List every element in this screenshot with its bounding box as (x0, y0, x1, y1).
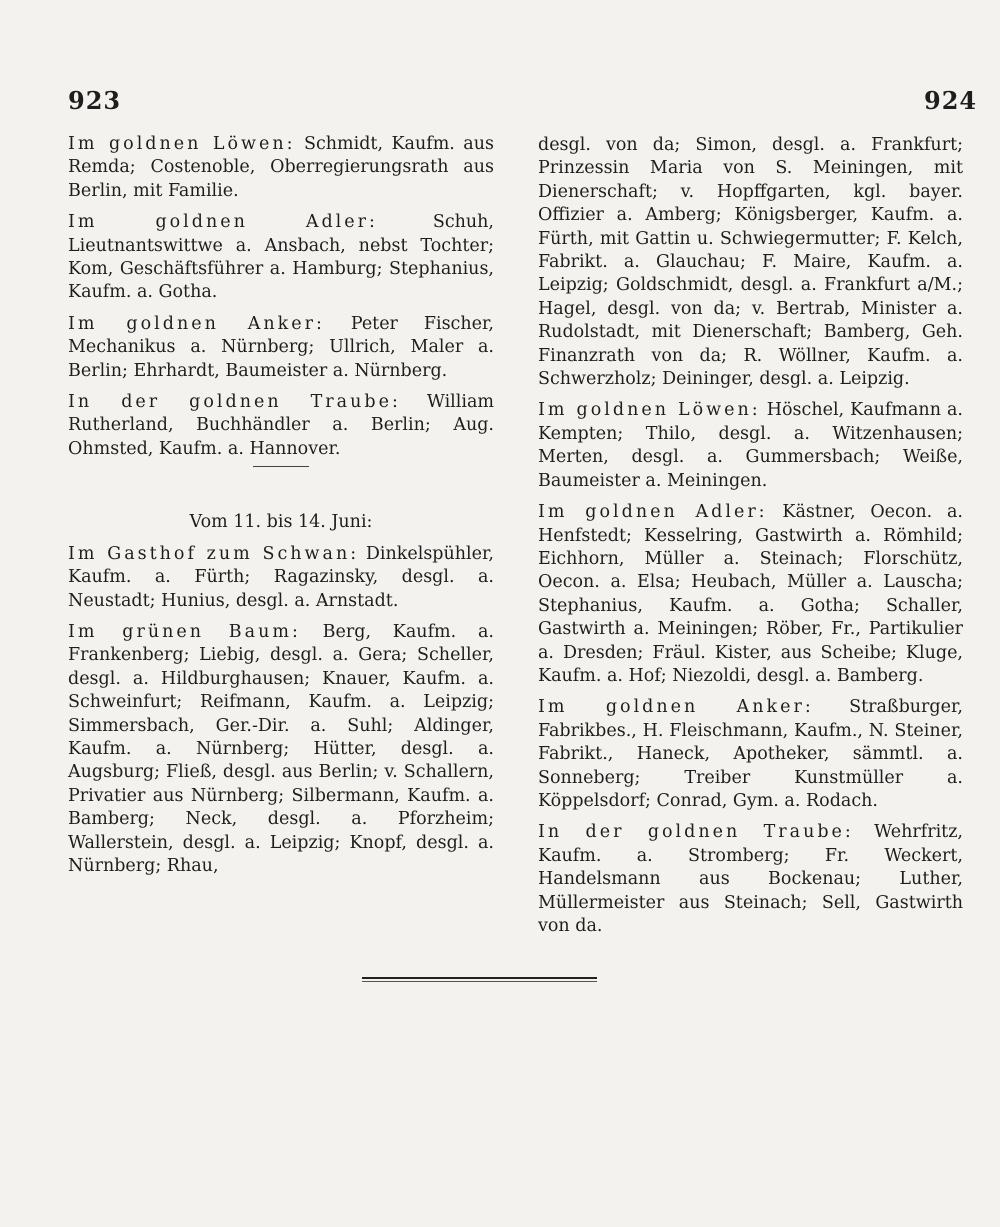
entry-text: Straßburger, Fabrikbes., H. Fleischmann, Kaufm., N. Steiner, Fabrikt., Haneck, Apotheker, sämmtl. a. Sonneberg; Treiber Kunstmüller a. Köppelsdorf; Conrad, Gym. a. Rodach. (538, 697, 963, 811)
entry-goldner-adler (68, 211, 494, 305)
entry-goldne-traube (538, 821, 963, 938)
entry-label: Im goldnen Anker: (538, 697, 814, 718)
entry-goldner-anker (538, 696, 963, 813)
entry-goldner-loewe (538, 399, 963, 493)
entry-text: Peter Fischer, Mechanikus a. Nürnberg; Ullrich, Maler a. Berlin; Ehrhardt, Baumeister a. Nürnberg. (68, 313, 494, 381)
entry-gruener-baum (68, 621, 494, 878)
entry-text: Dinkelspühler, Kaufm. a. Fürth; Ragazinsky, desgl. a. Neustadt; Hunius, desgl. a. Arnstadt. (68, 543, 494, 611)
continued-text: desgl. von da; Simon, desgl. a. Frankfurt; Prinzessin Maria von S. Meiningen, mit Dienerschaft; v. Hopffgarten, kgl. bayer. Offizier a. Amberg; Königsberger, Kaufm. a. Fürth, mit Gattin u. Schwiegermutter; F. Kelch, Fabrikt. a. Glauchau; F. Maire, Kaufm. a. Leipzig; Goldschmidt, desgl. a. Frankfurt a/M.; Hagel, desgl. von da; v. Bertrab, Minister a. Rudolstadt, mit Dienerschaft; Bamberg, Geh. Finanzrath von da; R. Wöllner, Kaufm. a. Schwerzholz; Deininger, desgl. a. Leipzig. (538, 135, 963, 390)
entry-label: Im Gasthof zum Schwan: (68, 543, 360, 564)
entry-label: Im goldnen Anker: (68, 313, 325, 334)
entry-text: Berg, Kaufm. a. Frankenberg; Liebig, desgl. a. Gera; Scheller, desgl. a. Hildburghausen; Knauer, Kaufm. a. Schweinfurt; Reifmann, Kaufm. a. Leipzig; Simmersbach, Ger.-Dir. a. Suhl; Aldinger, Kaufm. a. Nürnberg; Hütter, desgl. a. Augsburg; Fließ, desgl. aus Berlin; v. Schallern, Privatier aus Nürnberg; Silbermann, Kaufm. a. Bamberg; Neck, desgl. a. Pforzheim; Wallerstein, desgl. a. Leipzig; Knopf, desgl. a. Nürnberg; Rhau, (68, 621, 494, 876)
entry-label: In der goldnen Traube: (68, 392, 401, 413)
entry-text: Wehrfritz, Kaufm. a. Stromberg; Fr. Weckert, Handelsmann aus Bockenau; Luther, Müllermeister aus Steinach; Sell, Gastwirth von da. (538, 822, 963, 936)
entry-goldner-adler (538, 501, 963, 688)
entry-text: Schmidt, Kaufm. aus Remda; Costenoble, Oberregierungsrath aus Berlin, mit Familie. (68, 134, 494, 201)
page-number-right: 924 (924, 86, 978, 115)
section-heading: Vom 11. bis 14. Juni: (189, 512, 373, 533)
entry-gasthof-schwan (68, 543, 494, 613)
entry-label: Im goldnen Adler: (538, 502, 768, 523)
entry-label: In der goldnen Traube: (538, 822, 854, 843)
right-column (538, 134, 963, 946)
entry-label: Im goldnen Löwen: (68, 134, 296, 154)
left-column (68, 133, 494, 886)
entry-text: Schuh, Lieutnantswittwe a. Ansbach, nebst Tochter; Kom, Geschäftsführer a. Hamburg; Stephanius, Kaufm. a. Gotha. (68, 212, 494, 303)
page-number-left: 923 (68, 86, 122, 115)
entry-goldner-loewe (68, 133, 494, 203)
entry-label: Im goldnen Adler: (68, 212, 378, 233)
entry-text: William Rutherland, Buchhändler a. Berlin; Aug. Ohmsted, Kaufm. a. Hannover. (68, 392, 494, 459)
entry-label: Im goldnen Löwen: (538, 400, 761, 421)
entry-goldner-anker (68, 313, 494, 383)
separator-rule (253, 466, 309, 467)
closing-double-rule (362, 977, 597, 982)
entry-text: Höschel, Kaufmann a. Kempten; Thilo, desgl. a. Witzenhausen; Merten, desgl. a. Gummersbach; Weiße, Baumeister a. Meiningen. (538, 400, 963, 491)
entry-goldne-traube (68, 391, 494, 461)
entry-label: Im grünen Baum: (68, 621, 301, 642)
entry-text: Kästner, Oecon. a. Henfstedt; Kesselring, Gastwirth a. Römhild; Eichhorn, Müller a. Steinach; Florschütz, Oecon. a. Elsa; Heubach, Müller a. Lauscha; Stephanius, Kaufm. a. Gotha; Schaller, Gastwirth a. Meiningen; Röber, Fr., Partikulier a. Dresden; Fräul. Kister, aus Scheibe; Kluge, Kaufm. a. Hof; Niezoldi, desgl. a. Bamberg. (538, 502, 963, 686)
